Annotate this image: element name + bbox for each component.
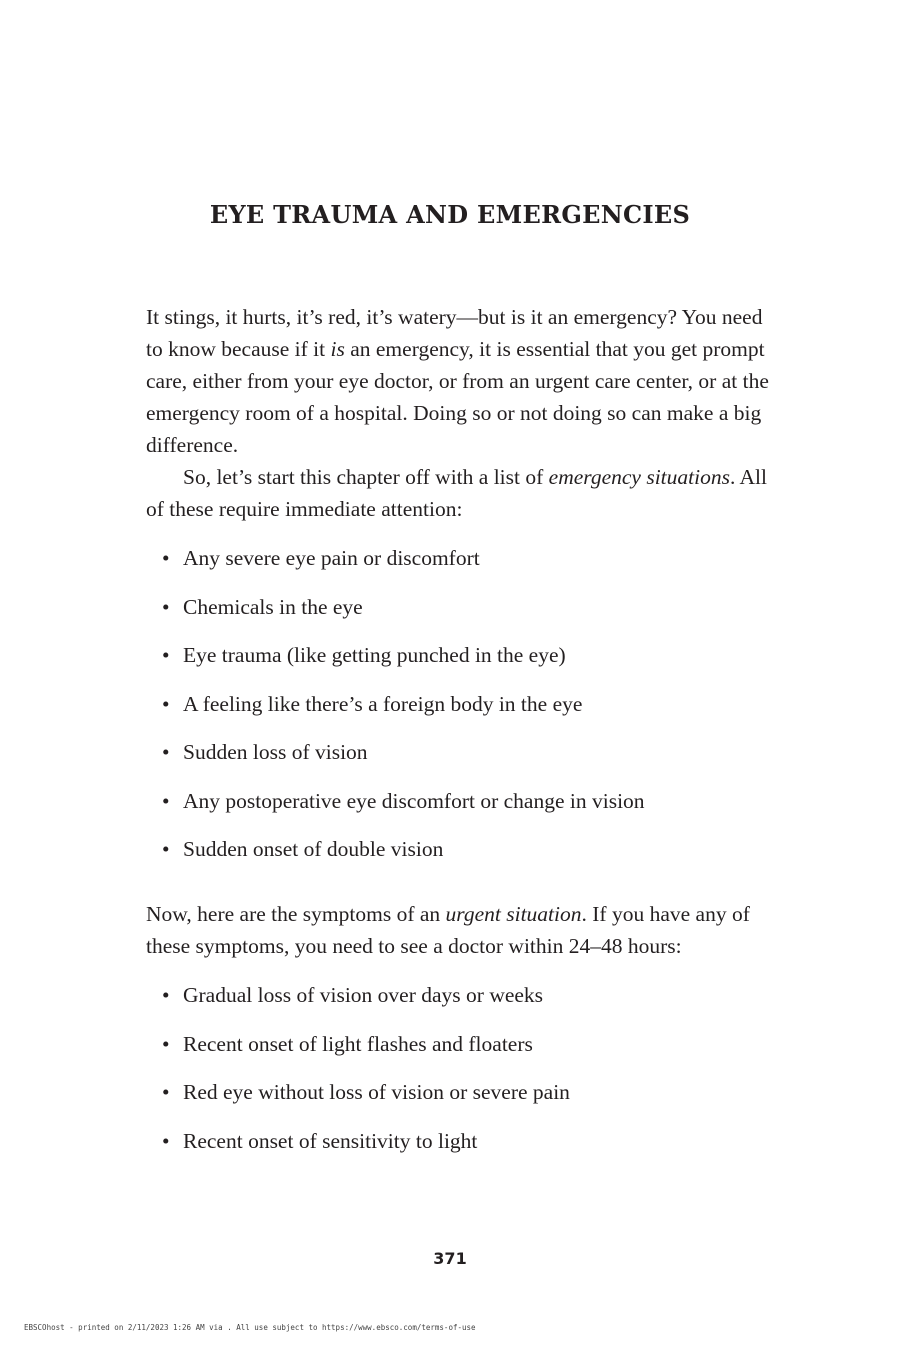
list-item	[162, 639, 782, 688]
list-item-text: Recent onset of sensitivity to light	[183, 1128, 478, 1153]
chapter-title: EYE TRAUMA AND EMERGENCIES	[209, 200, 691, 229]
list-item-text: Red eye without loss of vision or severe pain	[183, 1080, 570, 1104]
bullet-icon: •	[162, 1080, 170, 1104]
urgent-intro-paragraph	[146, 898, 776, 962]
intro-text-continued: an emergency, it is essential that you get prompt care, either from your eye doctor, or from an urgent care center, or at the emergency room of a hospital. Doing so or not doing so can make a big difference.	[146, 337, 769, 457]
bullet-icon: •	[162, 788, 170, 813]
list-item-text: Any postoperative eye discomfort or change in vision	[183, 788, 645, 813]
list-item	[162, 1125, 782, 1174]
bullet-icon: •	[162, 1031, 170, 1056]
intro-text: It stings, it hurts, it’s red, it’s watery—but is it an emergency? You need to know because if it	[146, 305, 763, 361]
list-item	[162, 785, 782, 834]
bullet-icon: •	[162, 740, 170, 764]
list-item-text: Recent onset of light flashes and floaters	[183, 1031, 533, 1056]
list-item	[162, 979, 782, 1028]
list-item-text: Eye trauma (like getting punched in the eye)	[183, 643, 566, 667]
footer-notice: EBSCOhost - printed on 2/11/2023 1:26 AM via . All use subject to https://www.ebsco.com/terms-of-use	[24, 1323, 476, 1332]
list-item	[162, 1076, 782, 1125]
urgent-situations-list	[162, 979, 782, 1173]
list-item	[162, 591, 782, 640]
list-item-text: Chemicals in the eye	[183, 594, 363, 619]
list-item	[162, 833, 782, 882]
list-item-text: A feeling like there’s a foreign body in the eye	[183, 691, 583, 716]
list-item	[162, 542, 782, 591]
urgent-intro-text-continued: . If you have any of these symptoms, you need to see a doctor within 24–48 hours:	[146, 902, 750, 958]
list-item-text: Sudden onset of double vision	[183, 837, 444, 861]
bullet-icon: •	[162, 837, 170, 861]
list-item-text: Any severe eye pain or discomfort	[183, 546, 480, 570]
intro-paragraph	[146, 301, 776, 461]
bullet-icon: •	[162, 983, 170, 1007]
emphasis-emergency-situations: emergency situations	[548, 465, 730, 489]
bullet-icon: •	[162, 1128, 170, 1153]
list-item	[162, 1028, 782, 1077]
urgent-intro-text: Now, here are the symptoms of an	[146, 902, 446, 926]
bullet-icon: •	[162, 643, 170, 667]
emphasis-is: is	[330, 337, 345, 361]
emergency-intro-text-continued: . All of these require immediate attention:	[146, 465, 768, 521]
bullet-icon: •	[162, 594, 170, 619]
emphasis-urgent-situation: urgent situation	[445, 902, 582, 926]
list-item-text: Sudden loss of vision	[183, 740, 368, 764]
list-item-text: Gradual loss of vision over days or weeks	[183, 983, 544, 1007]
list-item	[162, 688, 782, 737]
page-number: 371	[433, 1249, 467, 1268]
emergency-intro-paragraph	[146, 461, 776, 525]
emergency-situations-list	[162, 542, 782, 882]
bullet-icon: •	[162, 691, 170, 716]
emergency-intro-text: So, let’s start this chapter off with a list of	[183, 465, 549, 489]
bullet-icon: •	[162, 546, 170, 570]
list-item	[162, 736, 782, 785]
